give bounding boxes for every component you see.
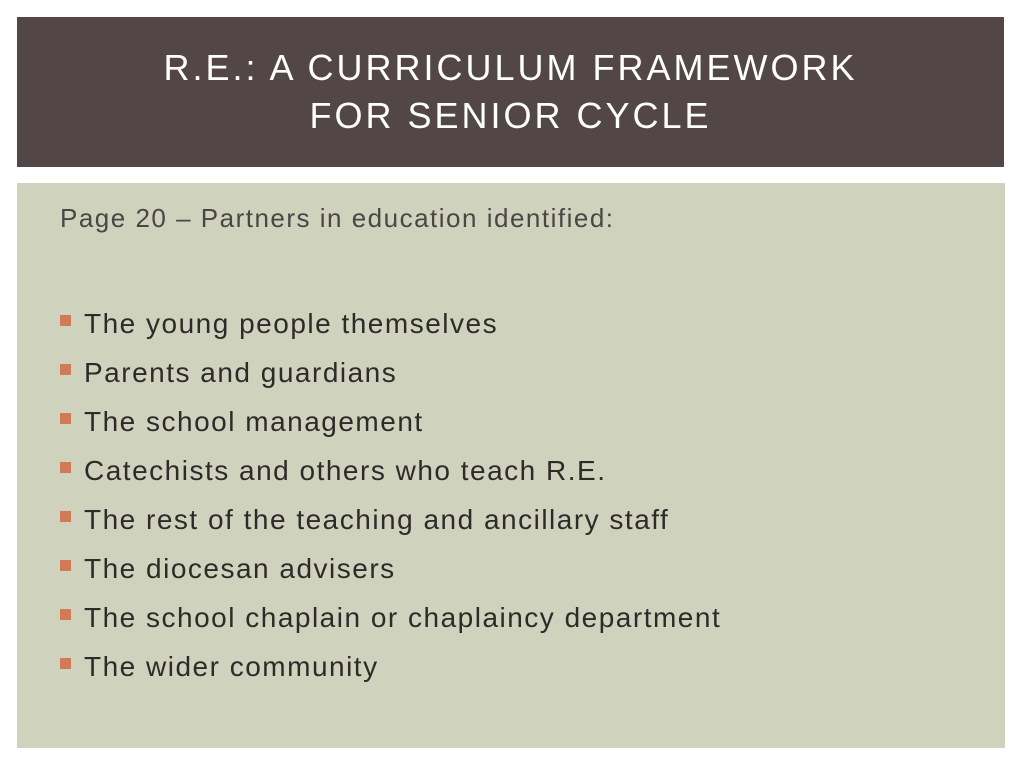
bullet-square-icon bbox=[60, 560, 71, 571]
list-item bbox=[60, 348, 721, 397]
bullet-square-icon bbox=[60, 658, 71, 669]
list-item-text: The young people themselves bbox=[84, 307, 499, 339]
list-item-text: The rest of the teaching and ancillary staff bbox=[84, 503, 670, 535]
list-item bbox=[60, 495, 721, 544]
list-item bbox=[60, 446, 721, 495]
slide-title-line-1: R.E.: A CURRICULUM FRAMEWORK bbox=[163, 47, 858, 88]
list-item-text: Catechists and others who teach R.E. bbox=[84, 454, 607, 486]
bullet-square-icon bbox=[60, 315, 71, 326]
list-item bbox=[60, 397, 721, 446]
bullet-square-icon bbox=[60, 609, 71, 620]
bullet-square-icon bbox=[60, 413, 71, 424]
list-item bbox=[60, 544, 721, 593]
bullet-square-icon bbox=[60, 364, 71, 375]
list-item bbox=[60, 642, 721, 691]
content-panel bbox=[17, 183, 1005, 748]
list-item-text: The school management bbox=[84, 405, 424, 437]
bullet-square-icon bbox=[60, 511, 71, 522]
list-item-text: Parents and guardians bbox=[84, 356, 398, 388]
title-bar bbox=[17, 17, 1004, 167]
slide-title bbox=[163, 44, 857, 140]
list-item-text: The school chaplain or chaplaincy department bbox=[84, 601, 722, 633]
bullet-square-icon bbox=[60, 462, 71, 473]
list-item-text: The wider community bbox=[84, 650, 379, 682]
bullet-list bbox=[60, 299, 721, 691]
slide-title-line-2: FOR SENIOR CYCLE bbox=[309, 95, 712, 136]
list-item bbox=[60, 299, 721, 348]
list-item bbox=[60, 593, 721, 642]
intro-text: Page 20 – Partners in education identified: bbox=[60, 203, 615, 233]
list-item-text: The diocesan advisers bbox=[84, 552, 396, 584]
